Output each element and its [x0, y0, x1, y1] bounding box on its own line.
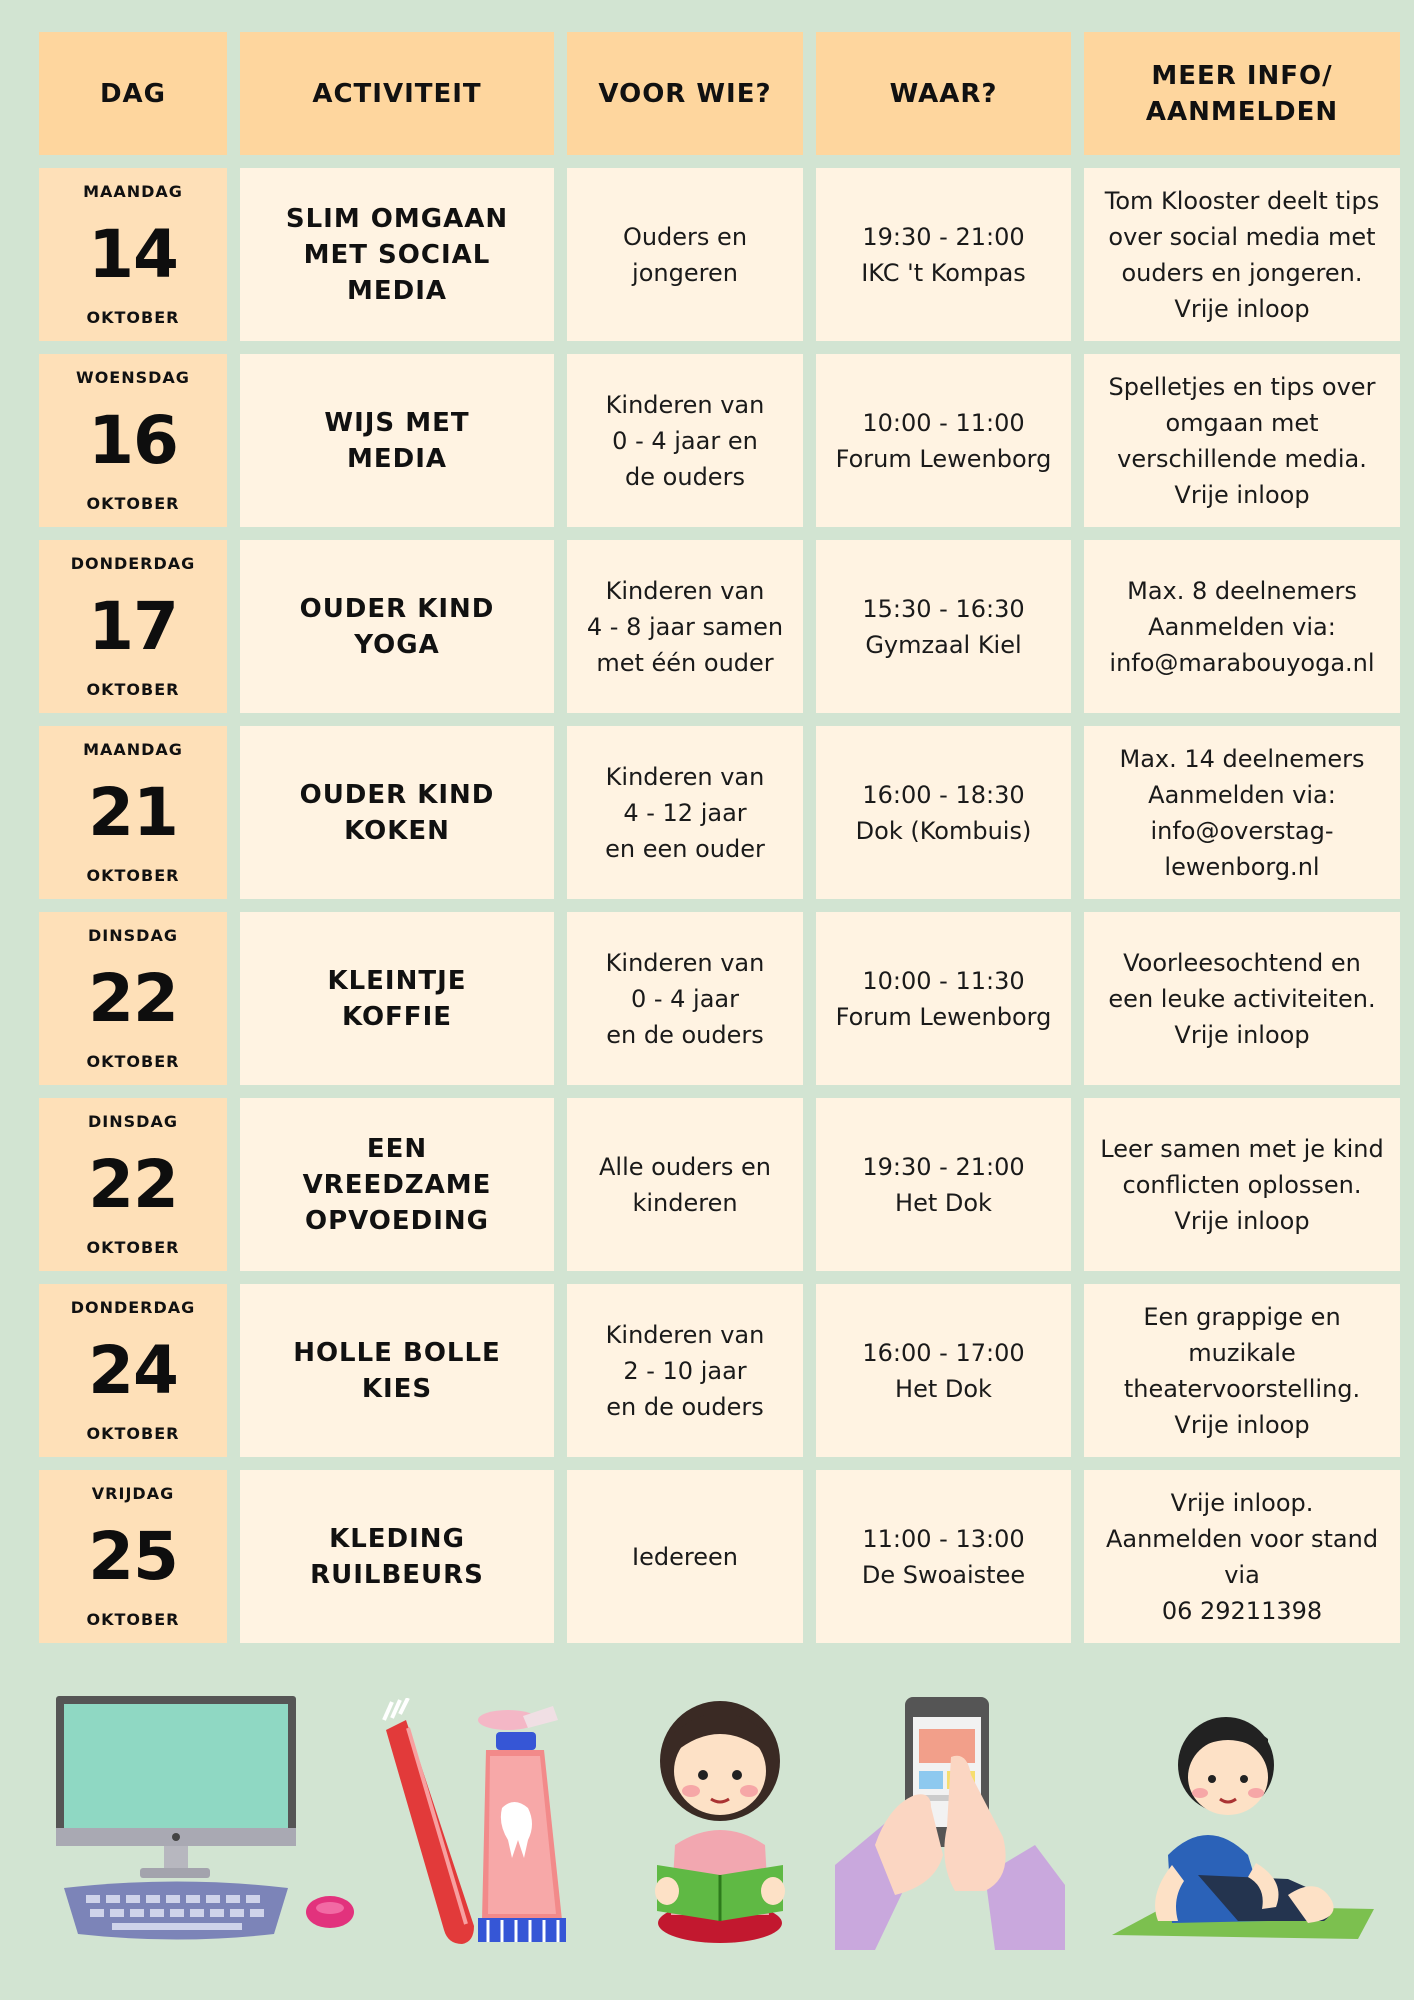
info-text: Leer samen met je kind conflicten oplossen. Vrije inloop [1100, 1134, 1384, 1235]
header-label: VOOR WIE? [598, 78, 772, 109]
smartphone-hands-icon [835, 1695, 1065, 1950]
who-cell [567, 1284, 803, 1457]
where-cell [816, 168, 1071, 341]
activity-title: OUDER KIND KOKEN [299, 779, 495, 846]
header-meer-info [1084, 32, 1400, 155]
day-number: 17 [88, 587, 178, 665]
schedule-table [39, 32, 1400, 1643]
date-cell [39, 726, 227, 899]
header-voor-wie [567, 32, 803, 155]
day-number: 22 [88, 959, 178, 1037]
month-label: OKTOBER [86, 494, 180, 513]
info-cell [1084, 912, 1400, 1085]
info-cell [1084, 1284, 1400, 1457]
weekday-label: DONDERDAG [70, 1298, 196, 1317]
activity-cell [240, 168, 554, 341]
day-number: 22 [88, 1145, 178, 1223]
header-label: ACTIVITEIT [312, 78, 482, 109]
date-cell [39, 1284, 227, 1457]
where-text: 16:00 - 18:30 Dok (Kombuis) [855, 780, 1032, 845]
info-text: Tom Klooster deelt tips over social media met ouders en jongeren. Vrije inloop [1104, 186, 1380, 323]
where-text: 19:30 - 21:00 IKC 't Kompas [861, 222, 1026, 287]
where-text: 16:00 - 17:00 Het Dok [862, 1338, 1025, 1403]
month-label: OKTOBER [86, 866, 180, 885]
weekday-label: DINSDAG [88, 926, 178, 945]
date-cell [39, 912, 227, 1085]
info-text: Spelletjes en tips over omgaan met verschillende media. Vrije inloop [1108, 372, 1376, 509]
month-label: OKTOBER [86, 680, 180, 699]
header-waar [816, 32, 1071, 155]
activity-cell [240, 1284, 554, 1457]
info-cell [1084, 1470, 1400, 1643]
month-label: OKTOBER [86, 1610, 180, 1629]
girl-reading-icon [645, 1695, 795, 1945]
who-text: Kinderen van 2 - 10 jaar en de ouders [605, 1320, 765, 1421]
weekday-label: WOENSDAG [76, 368, 190, 387]
where-cell [816, 354, 1071, 527]
weekday-label: DONDERDAG [70, 554, 196, 573]
header-label: DAG [99, 78, 167, 109]
where-cell [816, 540, 1071, 713]
info-text: Max. 14 deelnemers Aanmelden via: info@overstag- lewenborg.nl [1119, 744, 1365, 881]
who-text: Kinderen van 4 - 8 jaar samen met één ouder [586, 576, 784, 677]
day-number: 16 [88, 401, 178, 479]
info-cell [1084, 726, 1400, 899]
day-number: 14 [88, 215, 178, 293]
who-text: Kinderen van 4 - 12 jaar en een ouder [605, 762, 765, 863]
day-number: 24 [88, 1331, 178, 1409]
date-cell [39, 540, 227, 713]
where-cell [816, 1284, 1071, 1457]
info-text: Voorleesochtend en een leuke activiteiten. Vrije inloop [1108, 948, 1376, 1049]
where-text: 15:30 - 16:30 Gymzaal Kiel [862, 594, 1025, 659]
month-label: OKTOBER [86, 1052, 180, 1071]
where-text: 10:00 - 11:30 Forum Lewenborg [835, 966, 1052, 1031]
activity-cell [240, 1470, 554, 1643]
date-cell [39, 168, 227, 341]
header-label: MEER INFO/ AANMELDEN [1145, 60, 1339, 127]
info-cell [1084, 540, 1400, 713]
header-dag [39, 32, 227, 155]
activity-title: HOLLE BOLLE KIES [293, 1337, 501, 1404]
where-cell [816, 1098, 1071, 1271]
weekday-label: DINSDAG [88, 1112, 178, 1131]
who-text: Kinderen van 0 - 4 jaar en de ouders [605, 390, 765, 491]
where-cell [816, 1470, 1071, 1643]
activity-title: WIJS MET MEDIA [324, 407, 470, 474]
info-cell [1084, 354, 1400, 527]
who-cell [567, 726, 803, 899]
who-cell [567, 168, 803, 341]
info-text: Max. 8 deelnemers Aanmelden via: info@marabouyoga.nl [1109, 576, 1375, 677]
who-text: Ouders en jongeren [622, 222, 748, 287]
day-number: 25 [88, 1517, 178, 1595]
toothbrush-toothpaste-icon [378, 1698, 588, 1948]
activity-cell [240, 540, 554, 713]
activity-title: OUDER KIND YOGA [299, 593, 495, 660]
where-cell [816, 912, 1071, 1085]
who-cell [567, 540, 803, 713]
info-cell [1084, 168, 1400, 341]
where-text: 11:00 - 13:00 De Swoaistee [861, 1524, 1026, 1589]
who-cell [567, 354, 803, 527]
activity-cell [240, 726, 554, 899]
info-text: Een grappige en muzikale theatervoorstelling. Vrije inloop [1123, 1302, 1361, 1439]
computer-icon [52, 1690, 357, 1945]
header-activiteit [240, 32, 554, 155]
who-cell [567, 1098, 803, 1271]
activity-cell [240, 354, 554, 527]
where-text: 19:30 - 21:00 Het Dok [862, 1152, 1025, 1217]
weekday-label: MAANDAG [83, 740, 183, 759]
who-cell [567, 912, 803, 1085]
date-cell [39, 1470, 227, 1643]
header-label: WAAR? [889, 78, 998, 109]
who-text: Iedereen [632, 1542, 738, 1571]
date-cell [39, 1098, 227, 1271]
month-label: OKTOBER [86, 1238, 180, 1257]
activity-title: SLIM OMGAAN MET SOCIAL MEDIA [285, 203, 509, 306]
date-cell [39, 354, 227, 527]
where-text: 10:00 - 11:00 Forum Lewenborg [835, 408, 1052, 473]
weekday-label: MAANDAG [83, 182, 183, 201]
month-label: OKTOBER [86, 1424, 180, 1443]
who-text: Kinderen van 0 - 4 jaar en de ouders [605, 948, 765, 1049]
day-number: 21 [88, 773, 178, 851]
activity-title: KLEINTJE KOFFIE [327, 965, 467, 1032]
activity-title: KLEDING RUILBEURS [310, 1523, 484, 1590]
month-label: OKTOBER [86, 308, 180, 327]
activity-cell [240, 1098, 554, 1271]
info-cell [1084, 1098, 1400, 1271]
weekday-label: VRIJDAG [91, 1484, 175, 1503]
boy-yoga-icon [1088, 1695, 1388, 1945]
activity-title: EEN VREEDZAME OPVOEDING [302, 1133, 492, 1236]
activity-cell [240, 912, 554, 1085]
info-text: Vrije inloop. Aanmelden voor stand via 06 29211398 [1105, 1488, 1379, 1625]
who-text: Alle ouders en kinderen [598, 1152, 772, 1217]
who-cell [567, 1470, 803, 1643]
where-cell [816, 726, 1071, 899]
